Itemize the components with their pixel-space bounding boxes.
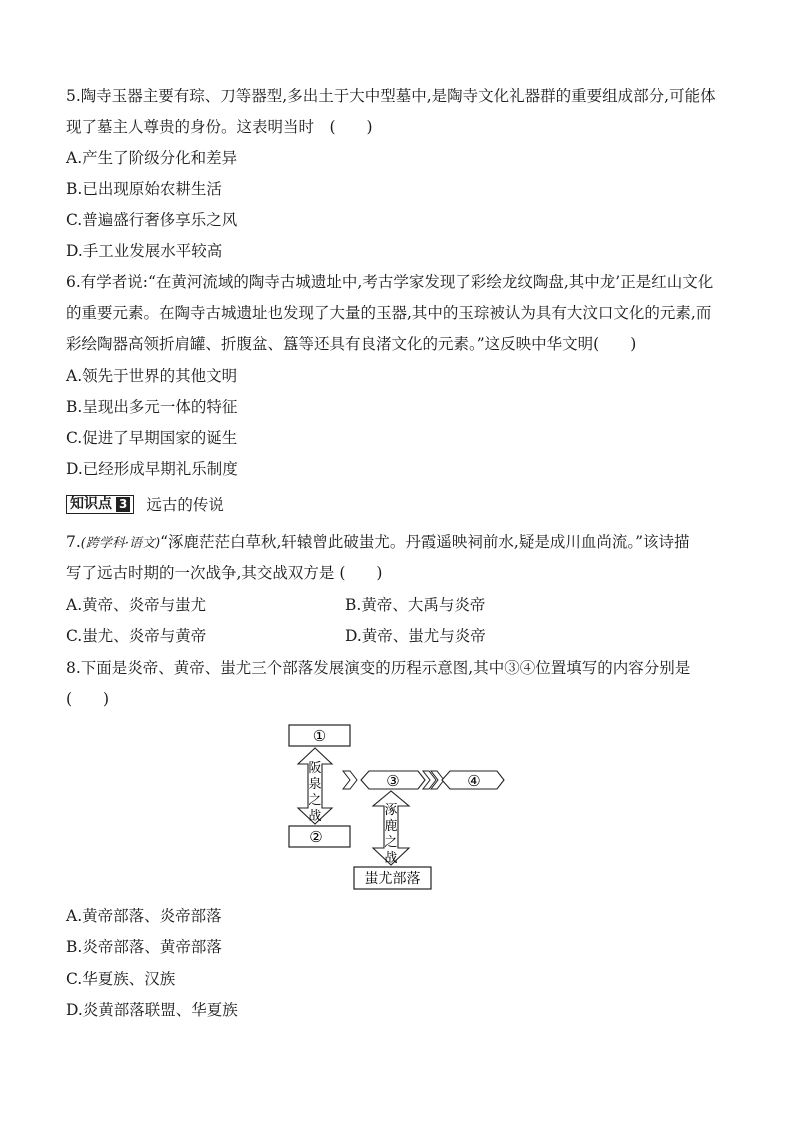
q7-stem-line1-rest: “涿鹿茫茫白草秋,轩辕曾此破蚩尤。丹霞遥映祠前水,疑是成川血尚流。”该诗描	[160, 533, 690, 551]
q6-option-a: A.领先于世界的其他文明	[66, 367, 238, 385]
q5-option-c: C.普遍盛行奢侈享乐之风	[66, 211, 238, 229]
battle2-char-3: 之	[384, 835, 398, 850]
battle2-char-2: 鹿	[384, 819, 398, 834]
badge-label: 知识点	[70, 495, 112, 512]
battle2-char-1: 涿	[384, 803, 398, 818]
battle1-char-3: 之	[308, 793, 322, 808]
q6-stem-line2: 的重要元素。在陶寺古城遗址也发现了大量的玉器,其中的玉琮被认为具有大汶口文化的元素,而	[66, 304, 712, 322]
q8-option-d: D.炎黄部落联盟、华夏族	[66, 1001, 238, 1019]
q7-number: 7.	[66, 533, 81, 551]
q5-option-b: B.已出现原始农耕生活	[66, 180, 222, 198]
q5-stem-line1: 5.陶寺玉器主要有琮、刀等器型,多出土于大中型墓中,是陶寺文化礼器群的重要组成部分,可能体	[66, 87, 716, 105]
q8-stem-line2: ( )	[66, 690, 110, 708]
q7-tag: (跨学科·语文)	[80, 536, 161, 551]
diagram-box-3-label: ③	[386, 772, 400, 790]
diagram-box-2-label: ②	[309, 828, 323, 846]
q7-option-d: D.黄帝、蚩尤与炎帝	[345, 627, 486, 645]
q7-stem-line2: 写了远古时期的一次战争,其交战双方是 ( )	[66, 564, 383, 582]
q7-option-a: A.黄帝、炎帝与蚩尤	[66, 596, 207, 614]
q5-stem-line2: 现了墓主人尊贵的身份。这表明当时 ( )	[66, 118, 373, 136]
q6-option-d: D.已经形成早期礼乐制度	[66, 460, 238, 478]
q6-stem-line3: 彩绘陶器高领折肩罐、折腹盆、簋等还具有良渚文化的元素。”这反映中华文明( )	[66, 335, 637, 353]
q5-option-a: A.产生了阶级分化和差异	[66, 149, 238, 167]
q8-option-a: A.黄帝部落、炎帝部落	[66, 907, 222, 925]
q8-option-c: C.华夏族、汉族	[66, 970, 176, 988]
q6-option-b: B.呈现出多元一体的特征	[66, 398, 238, 416]
battle1-char-4: 战	[308, 809, 322, 824]
battle1-char-1: 阪	[308, 761, 322, 776]
section-title: 远古的传说	[146, 496, 224, 514]
chevron-right-icon	[343, 771, 357, 789]
q5-option-d: D.手工业发展水平较高	[66, 242, 223, 260]
diagram-box-1-label: ①	[312, 727, 327, 745]
q6-option-c: C.促进了早期国家的诞生	[66, 429, 238, 447]
q7-option-b: B.黄帝、大禹与炎帝	[345, 596, 486, 614]
battle2-char-4: 战	[384, 851, 398, 866]
q7-option-c: C.蚩尤、炎帝与黄帝	[66, 627, 207, 645]
badge-number: 3	[116, 497, 130, 512]
q6-stem-line1: 6.有学者说:“在黄河流域的陶寺古城遗址中,考古学家发现了彩绘龙纹陶盘,其中龙’正是红山文化	[66, 273, 714, 291]
chiyou-tribe-label: 蚩尤部落	[364, 871, 421, 887]
battle1-char-2: 泉	[308, 777, 322, 792]
q8-stem-line1: 8.下面是炎帝、黄帝、蚩尤三个部落发展演变的历程示意图,其中③④位置填写的内容分别是	[66, 659, 691, 677]
diagram-box-4-label: ④	[467, 772, 481, 790]
q8-option-b: B.炎帝部落、黄帝部落	[66, 938, 222, 956]
